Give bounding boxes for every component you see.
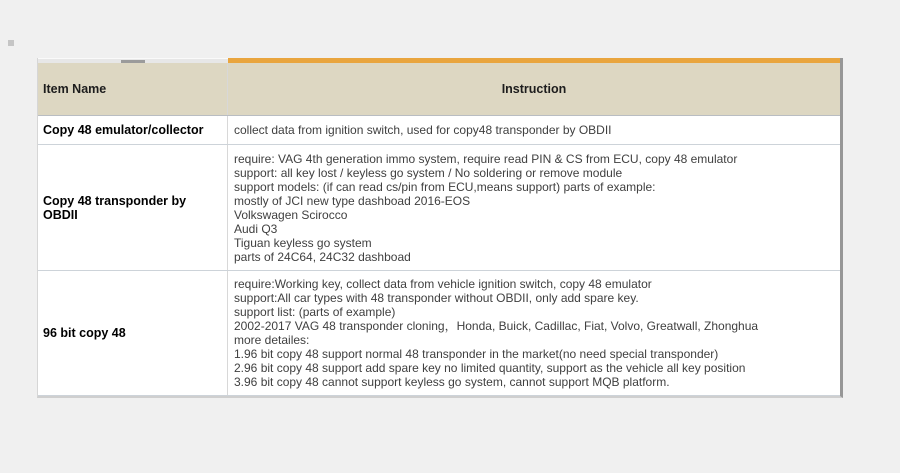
instruction-line: 2.96 bit copy 48 support add spare key no limited quantity, support as the vehicle all key position <box>234 361 746 375</box>
instruction-line: 2002-2017 VAG 48 transponder cloning，Honda, Buick, Cadillac, Fiat, Volvo, Greatwall, Zhonghua <box>234 319 759 333</box>
instruction-cell <box>228 145 840 270</box>
table-row-copy48-transponder <box>38 145 840 271</box>
instruction-line: require:Working key, collect data from vehicle ignition switch, copy 48 emulator <box>234 277 652 291</box>
instruction-cell <box>228 116 840 144</box>
stray-gray-square <box>8 40 14 46</box>
instruction-line: mostly of JCI new type dashboad 2016-EOS <box>234 194 471 208</box>
instruction-line: support: all key lost / keyless go system / No soldering or remove module <box>234 166 623 180</box>
instruction-line: support list: (parts of example) <box>234 305 396 319</box>
item-name-cell: Copy 48 emulator/collector <box>38 116 228 144</box>
table-row-96bit-copy48 <box>38 271 840 396</box>
instruction-line: 3.96 bit copy 48 cannot support keyless go system, cannot support MQB platform. <box>234 375 670 389</box>
instruction-line: Tiguan keyless go system <box>234 236 372 250</box>
instruction-line: support:All car types with 48 transponder without OBDII, only add spare key. <box>234 291 639 305</box>
horizontal-scrollbar-track[interactable] <box>38 58 228 63</box>
instruction-line: Audi Q3 <box>234 222 278 236</box>
column-header-item-name: Item Name <box>38 63 228 115</box>
column-header-instruction: Instruction <box>501 82 567 96</box>
instruction-table <box>37 58 843 398</box>
instruction-line: Volkswagen Scirocco <box>234 208 348 222</box>
instruction-line: support models: (if can read cs/pin from ECU,means support) parts of example: <box>234 180 656 194</box>
table-row-copy48-emulator <box>38 116 840 145</box>
horizontal-scrollbar-thumb[interactable] <box>121 60 145 63</box>
item-name-cell: 96 bit copy 48 <box>38 271 228 395</box>
instruction-line: collect data from ignition switch, used for copy48 transponder by OBDII <box>234 123 612 137</box>
instruction-line: more detailes: <box>234 333 310 347</box>
instruction-cell <box>228 271 840 395</box>
instruction-line: 1.96 bit copy 48 support normal 48 transponder in the market(no need special transponder) <box>234 347 719 361</box>
instruction-line: parts of 24C64, 24C32 dashboad <box>234 250 411 264</box>
table-header-row <box>38 63 840 116</box>
item-name-cell: Copy 48 transponder by OBDII <box>38 145 228 270</box>
instruction-line: require: VAG 4th generation immo system, require read PIN & CS from ECU, copy 48 emulator <box>234 152 738 166</box>
